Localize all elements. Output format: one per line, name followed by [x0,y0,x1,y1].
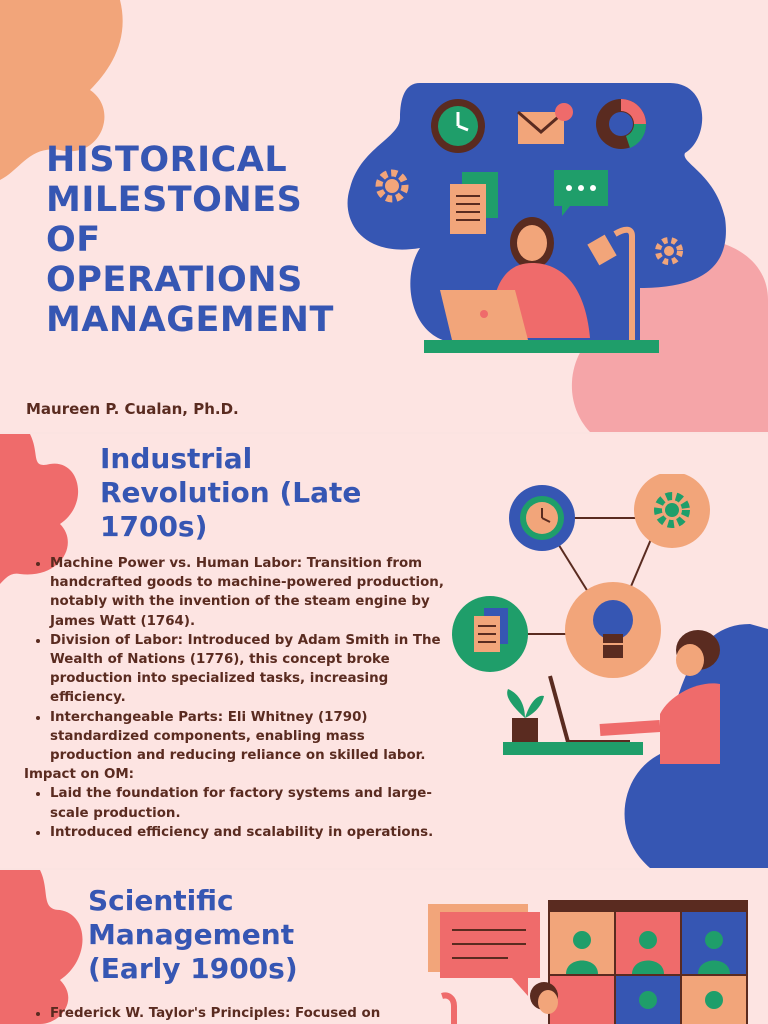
laptop-icon [440,290,528,340]
desk-surface [503,742,643,755]
section-title: Scientific Management (Early 1900s) [88,884,298,985]
author-name: Maureen P. Cualan, Ph.D. [26,400,239,418]
desk-surface [424,340,659,353]
bullet-list [24,1006,444,1021]
bullet-list [24,554,444,842]
clock-icon [431,99,485,153]
section-title: Industrial Revolution (Late 1700s) [100,442,362,543]
workspace-illustration [340,78,730,358]
list-item: • Frederick W. Taylor's Principles: Focused on [50,1006,444,1021]
network-illustration [450,474,768,868]
impact-label: Impact on OM: [24,767,135,783]
title-slide [0,0,768,432]
document-icon [452,596,528,672]
list-item: • Machine Power vs. Human Labor: Transition from handcrafted goods to machine-powered production, notably with the invention of the steam engine by James Watt (1764). [50,554,444,631]
presentation-title: HISTORICAL MILESTONES OF OPERATIONS MANAGEMENT [46,140,334,340]
video-call-grid-icon [548,900,748,1024]
clock-icon [509,485,575,551]
donut-chart-icon [596,99,646,149]
scientific-management-slide [0,870,768,1024]
list-item: • Laid the foundation for factory systems and large-scale production. [50,784,444,822]
decorative-leaf-coral [0,870,86,1024]
person-icon [530,982,558,1014]
industrial-revolution-slide [0,434,768,868]
lightbulb-icon [565,582,661,678]
gear-icon [634,474,710,548]
list-item: • Introduced efficiency and scalability in operations. [50,823,444,842]
plant-icon [507,689,544,742]
list-item: • Interchangeable Parts: Eli Whitney (1790) standardized components, enabling mass production and reducing reliance on skilled labor. [50,708,444,766]
lamp-icon [442,995,454,1024]
chat-bubble-icon [428,904,540,996]
list-item: • Division of Labor: Introduced by Adam Smith in The Wealth of Nations (1776), this concept broke production into specialized tasks, increasing efficiency. [50,631,444,708]
video-call-illustration [428,900,768,1024]
